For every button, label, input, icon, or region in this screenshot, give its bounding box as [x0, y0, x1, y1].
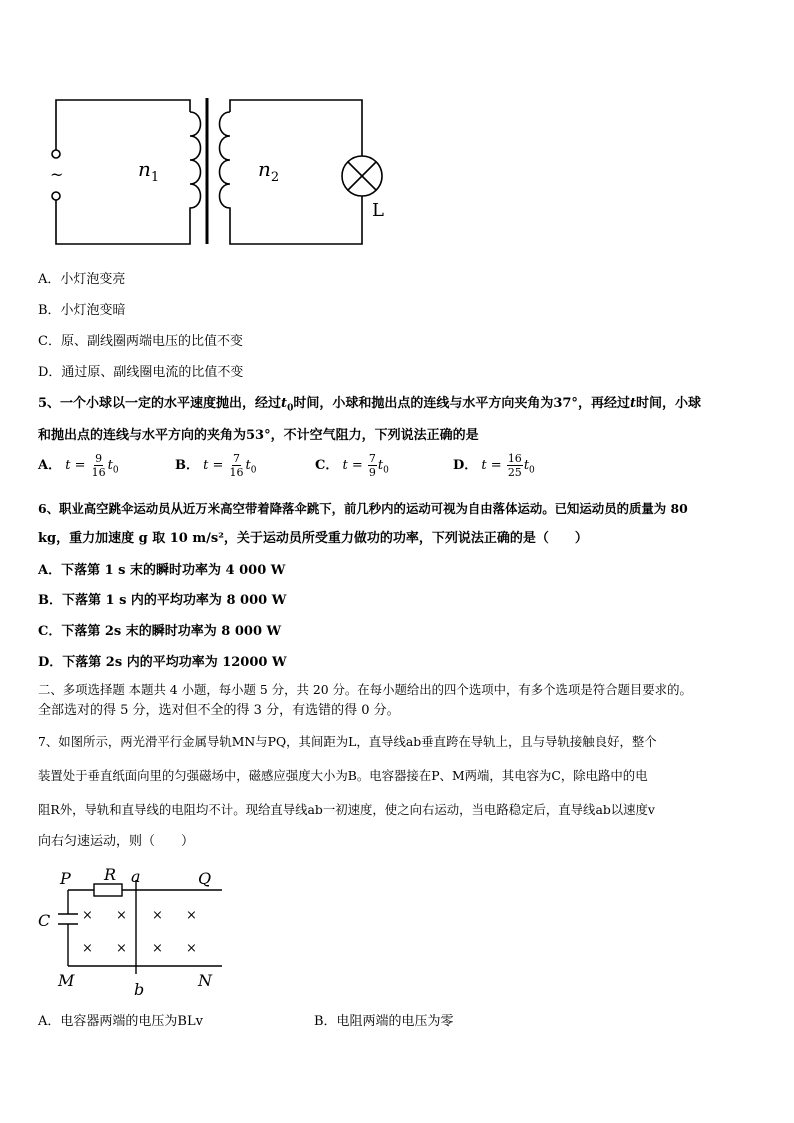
n1-subscript: 1 [150, 170, 160, 185]
q6-stem-line2: kg，重力加速度 g 取 10 m/s²，关于运动员所受重力做功的功率，下列说法正确的是（ ） [38, 531, 588, 546]
field-mark: × [152, 908, 163, 923]
ac-source-symbol: ~ [50, 165, 64, 184]
label-N: N [198, 971, 212, 990]
q6-option-d: D．下落第 2s 内的平均功率为 12000 W [38, 655, 287, 670]
q7-stem-line4: 向右匀速运动，则（ ） [38, 834, 195, 849]
q4-option-c: C．原、副线圈两端电压的比值不变 [38, 334, 243, 349]
field-mark: × [152, 941, 163, 956]
lamp-label: L [372, 200, 384, 221]
field-mark: × [186, 908, 197, 923]
field-mark: × [186, 941, 197, 956]
label-P: P [60, 869, 71, 888]
field-mark: × [116, 941, 127, 956]
section2-header-line1: 二、多项选择题 本题共 4 小题，每小题 5 分，共 20 分。在每小题给出的四个选项中，有多个选项是符合题目要求的。 [38, 682, 692, 697]
label-C: C [38, 911, 51, 930]
q7-option-b: B．电阻两端的电压为零 [314, 1014, 454, 1029]
q5-stem-line1: 5、一个小球以一定的水平速度抛出，经过$t_0$时间，小球和抛出点的连线与水平方向夹角为37°，再经过t时间，小球 [38, 396, 701, 414]
q6-option-c: C．下落第 2s 末的瞬时功率为 8 000 W [38, 624, 282, 639]
n2-subscript: 2 [270, 170, 280, 185]
label-a: a [131, 867, 141, 886]
field-mark: × [116, 908, 127, 923]
q4-option-a: A．小灯泡变亮 [38, 272, 126, 287]
q7-stem-line3: 阻R外，导轨和直导线的电阻均不计。现给直导线ab一初速度，使之向右运动，当电路稳定后，直导线ab以速度v [38, 802, 655, 817]
q6-option-b: B．下落第 1 s 内的平均功率为 8 000 W [38, 593, 287, 608]
field-mark: × [82, 908, 93, 923]
svg-text:n1 [138, 157, 159, 185]
q5-option-a: A． t = $\frac{9}{16}$ $t_0$ [38, 452, 119, 479]
q7-stem-line2: 装置处于垂直纸面向里的匀强磁场中，磁感应强度大小为B。电容器接在P、M两端，其电容为C，除电路中的电 [38, 768, 648, 783]
transformer-figure [40, 92, 400, 252]
field-mark: × [82, 941, 93, 956]
n2-label: n [258, 157, 271, 181]
svg-text:n2 [258, 157, 279, 185]
q6-option-a: A．下落第 1 s 末的瞬时功率为 4 000 W [38, 563, 286, 578]
rail-circuit-figure [36, 862, 236, 1002]
q5-option-d: D． t = $\frac{16}{25}$ $t_0$ [453, 452, 535, 479]
q5-option-b: B． t = $\frac{7}{16}$ $t_0$ [175, 452, 257, 479]
label-R: R [104, 865, 117, 884]
q7-stem-line1: 7、如图所示，两光滑平行金属导轨MN与PQ，其间距为L，直导线ab垂直跨在导轨上，且与导轨接触良好，整个 [38, 734, 657, 749]
q6-stem-line1: 6、职业高空跳伞运动员从近万米高空带着降落伞跳下，前几秒内的运动可视为自由落体运动。已知运动员的质量为 80 [38, 501, 688, 516]
q4-option-d: D．通过原、副线圈电流的比值不变 [38, 365, 244, 380]
q7-option-a: A．电容器两端的电压为BLv [38, 1014, 203, 1029]
q5-option-c: C． t = $\frac{7}{9}$ $t_0$ [315, 452, 389, 479]
q5-stem-line2: 和抛出点的连线与水平方向的夹角为53°，不计空气阻力，下列说法正确的是 [38, 428, 479, 443]
label-Q: Q [198, 869, 212, 888]
q4-option-b: B．小灯泡变暗 [38, 303, 126, 318]
n1-label: n [138, 157, 151, 181]
label-b: b [134, 980, 145, 999]
section2-header-line2: 全部选对的得 5 分，选对但不全的得 3 分，有选错的得 0 分。 [38, 703, 400, 718]
label-M: M [58, 971, 75, 990]
